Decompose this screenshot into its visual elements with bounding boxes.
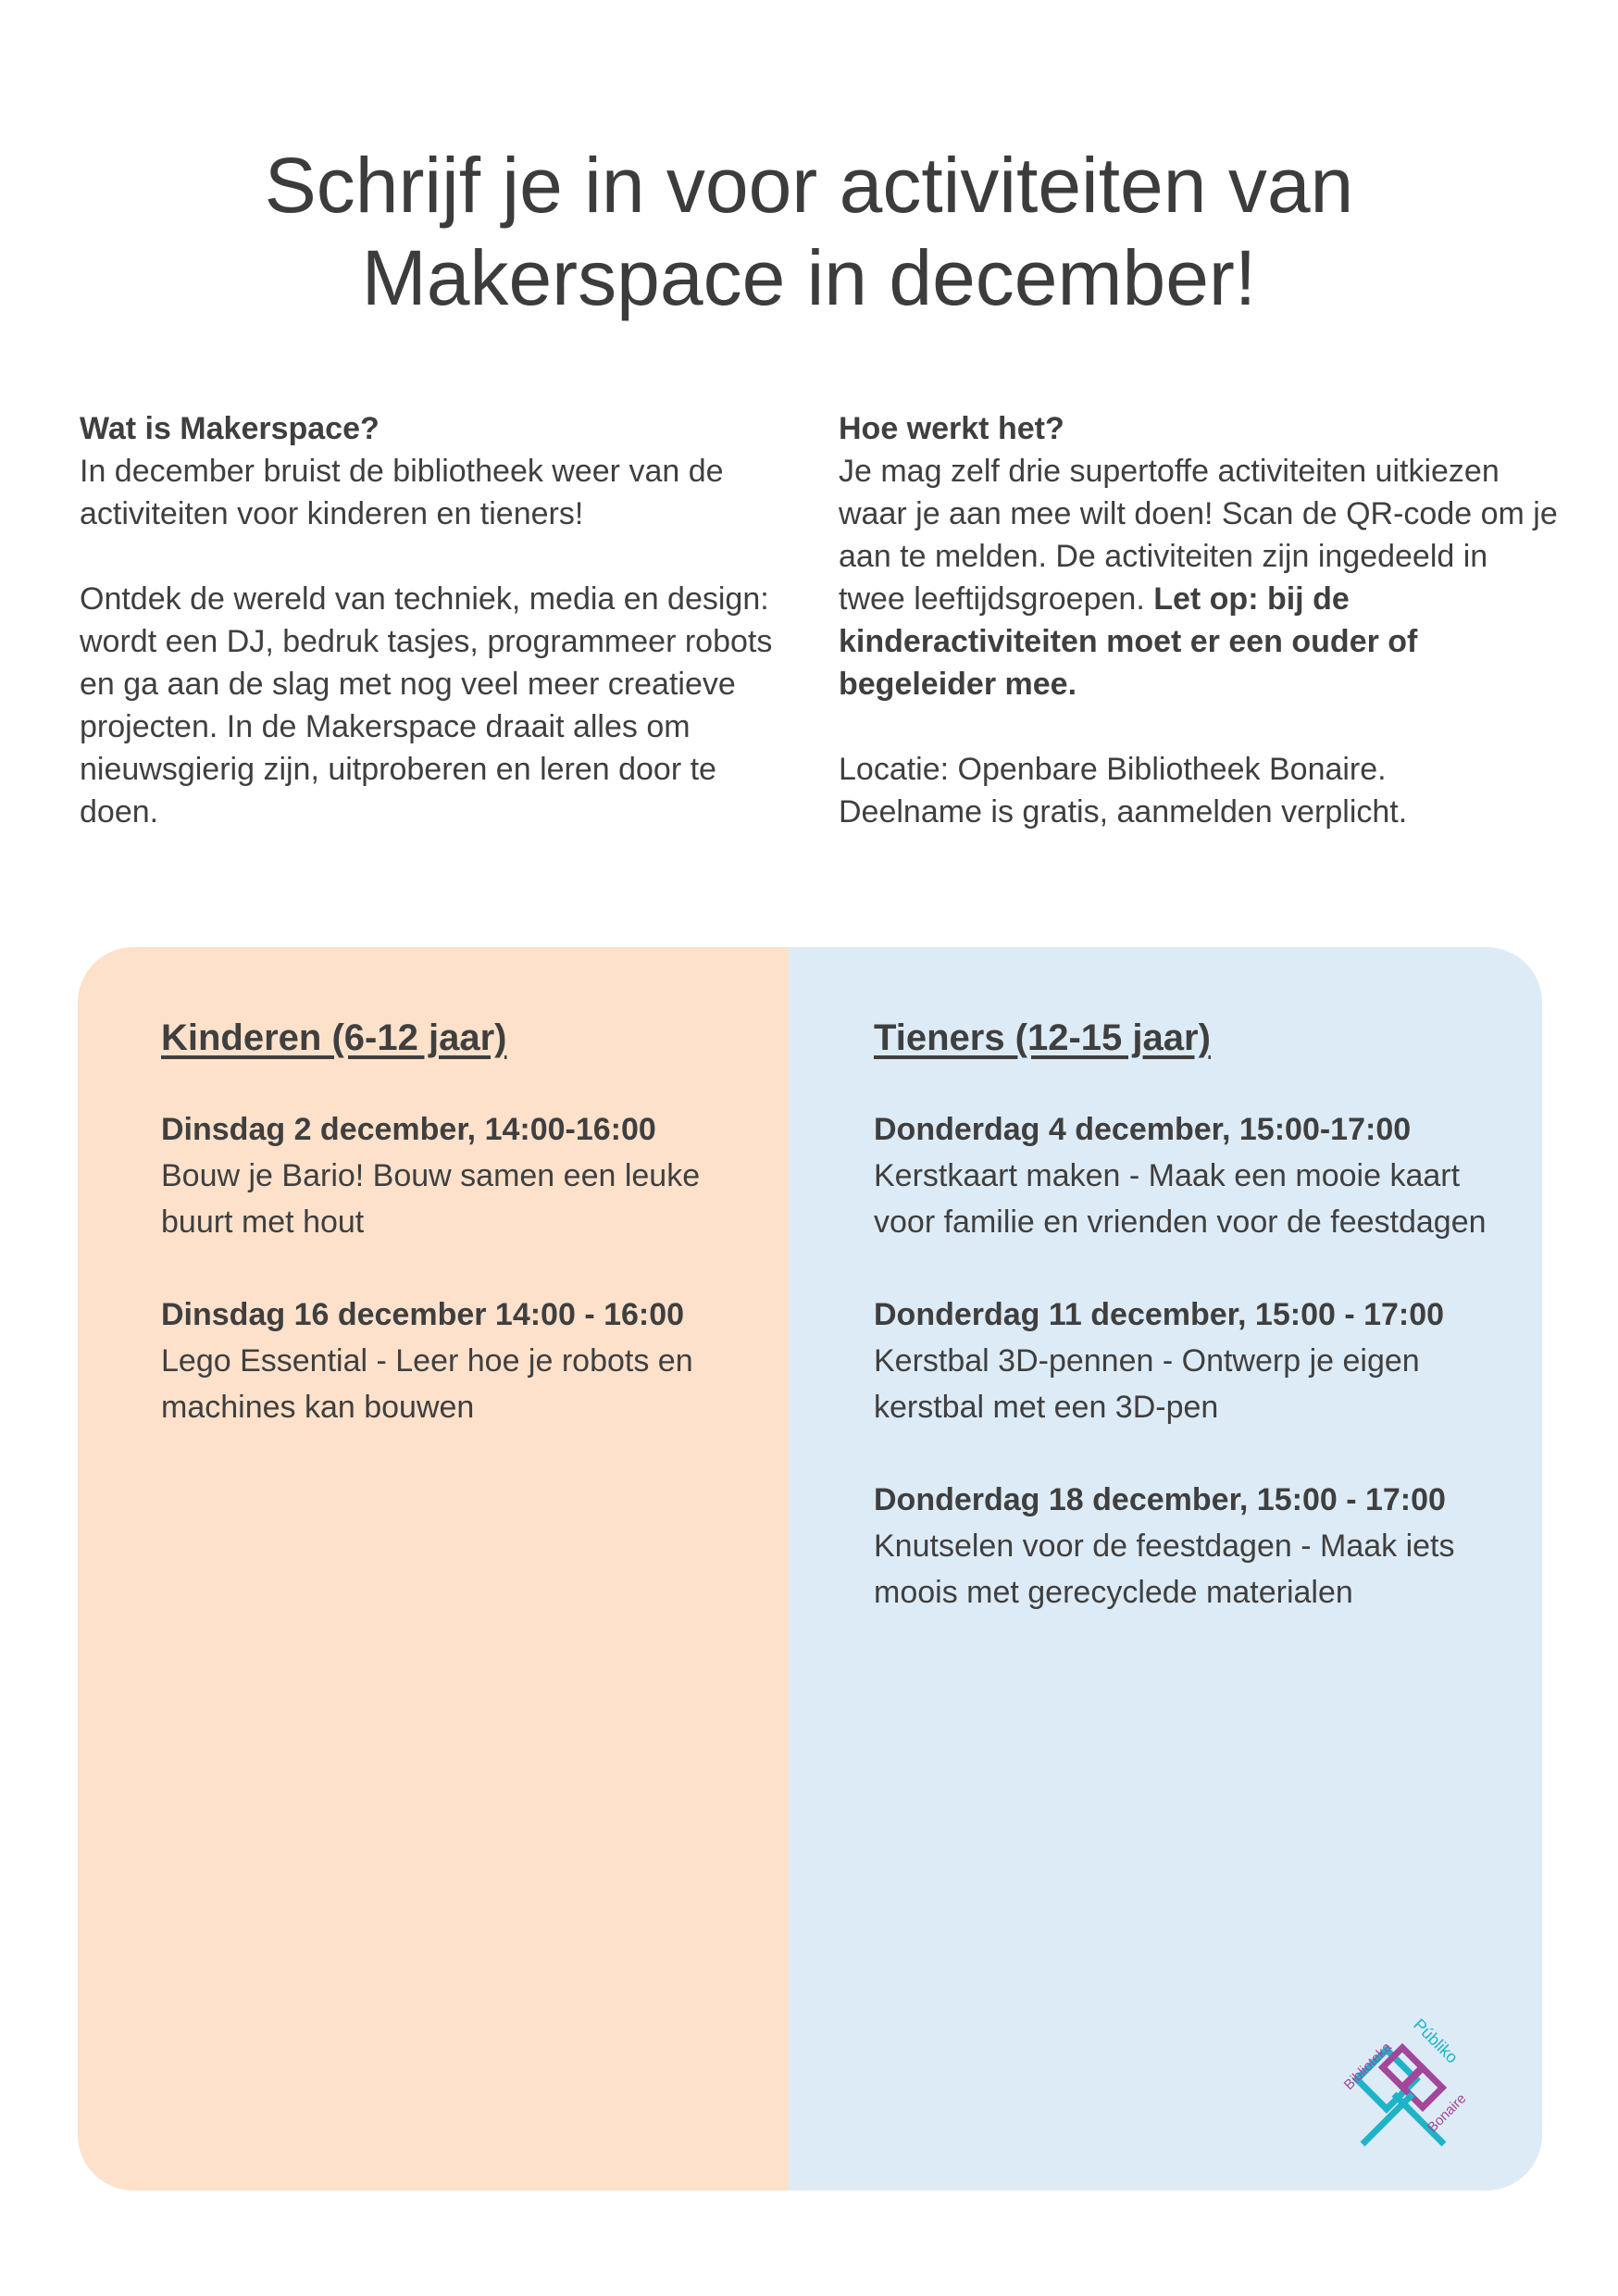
intro-right-paragraph-1 <box>839 450 1561 705</box>
activity-description: Lego Essential - Leer hoe je robots en machines kan bouwen <box>161 1343 693 1425</box>
logo-word-1: Biblioteka <box>1340 2039 1395 2093</box>
activity-date: Donderdag 18 december, 15:00 - 17:00 <box>874 1482 1446 1517</box>
intro-right-instructions: Je mag zelf drie supertoffe activiteiten uitkiezen waar je aan mee wilt doen! Scan de QR-code om je aan te melden. De activiteiten zijn ingedeeld in twee leeftijdsgroepen. <box>839 454 1558 617</box>
kids-panel <box>78 947 789 2190</box>
kids-activity-1 <box>161 1106 753 1245</box>
page-title-line-2: Makerspace in december! <box>361 234 1257 321</box>
teens-activity-1 <box>874 1106 1512 1245</box>
activities-panel <box>78 947 1542 2190</box>
teens-activity-3 <box>874 1477 1512 1616</box>
intro-left-paragraph-2: Ontdek de wereld van techniek, media en design: wordt een DJ, bedruk tasjes, programmeer robots en ga aan de slag met nog veel meer creatieve projecten. In de Makerspace draait alles om nieuwsgierig zijn, uitproberen en leren door te doen. <box>80 581 773 830</box>
activity-date: Donderdag 11 december, 15:00 - 17:00 <box>874 1297 1445 1332</box>
teens-group <box>874 1012 1512 1662</box>
activity-description: Bouw je Bario! Bouw samen een leuke buurt met hout <box>161 1158 701 1240</box>
teens-panel <box>789 947 1542 2190</box>
intro-right-location: Locatie: Openbare Bibliotheek Bonaire. <box>839 752 1387 787</box>
biblioteka-publiko-bonaire-logo-icon <box>1329 2005 1477 2153</box>
intro-how-it-works <box>839 407 1561 833</box>
kids-group <box>161 1012 753 1477</box>
intro-right-participation: Deelname is gratis, aanmelden verplicht. <box>839 794 1408 830</box>
page-title <box>0 139 1618 324</box>
intro-left-paragraph-1: In december bruist de bibliotheek weer van de activiteiten voor kinderen en tieners! <box>80 454 724 531</box>
logo-word-3: Bonaire <box>1424 2090 1470 2136</box>
intro-right-heading: Hoe werkt het? <box>839 411 1064 446</box>
logo-word-2: Públiko <box>1410 2015 1462 2067</box>
teens-activity-2 <box>874 1292 1512 1430</box>
kids-group-title: Kinderen (6-12 jaar) <box>161 1017 507 1058</box>
activity-date: Dinsdag 16 december 14:00 - 16:00 <box>161 1297 685 1332</box>
teens-group-title: Tieners (12-15 jaar) <box>874 1017 1211 1058</box>
activity-description: Kerstkaart maken - Maak een mooie kaart voor familie en vrienden voor de feestdagen <box>874 1158 1487 1240</box>
activity-description: Kerstbal 3D-pennen - Ontwerp je eigen kerstbal met een 3D-pen <box>874 1343 1420 1425</box>
kids-activity-2 <box>161 1292 753 1430</box>
activity-description: Knutselen voor de feestdagen - Maak iets moois met gerecyclede materialen <box>874 1529 1455 1610</box>
activity-date: Dinsdag 2 december, 14:00-16:00 <box>161 1112 656 1147</box>
intro-right-warning: Let op: bij de kinderactiviteiten moet er een ouder of begeleider mee. <box>839 581 1418 702</box>
page-title-line-1: Schrijf je in voor activiteiten van <box>264 142 1354 229</box>
activity-date: Donderdag 4 december, 15:00-17:00 <box>874 1112 1412 1147</box>
intro-what-is-makerspace <box>80 407 802 833</box>
intro-left-heading: Wat is Makerspace? <box>80 411 380 446</box>
